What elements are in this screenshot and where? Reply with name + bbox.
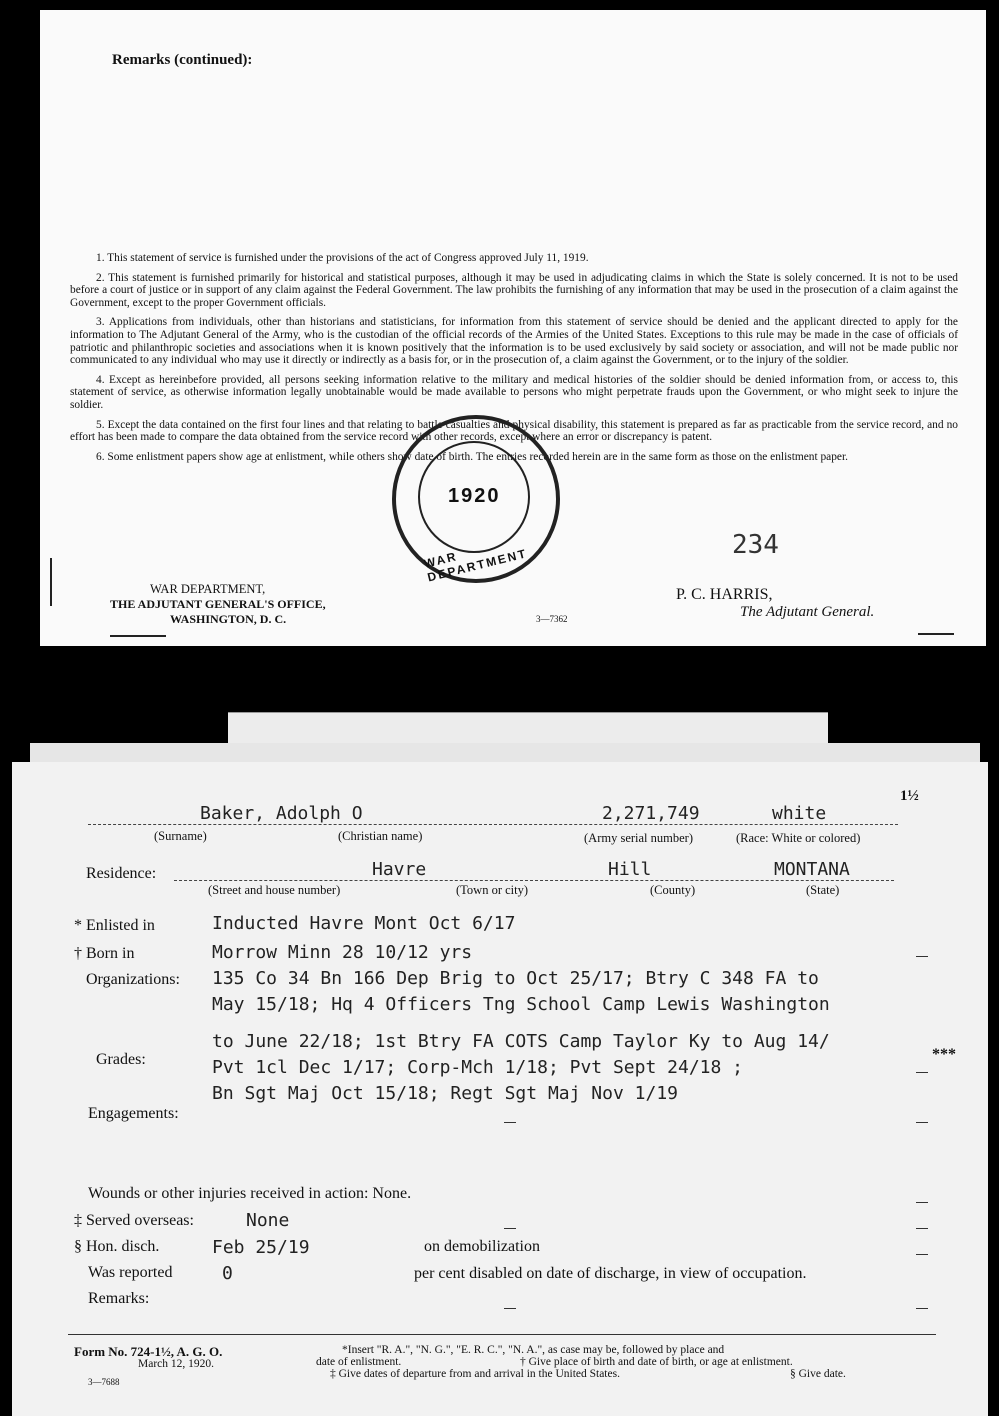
footnote-1b: date of enlistment. xyxy=(316,1356,402,1368)
overseas-dash-2 xyxy=(916,1228,928,1229)
reported-label: Was reported xyxy=(88,1264,173,1281)
office-line-1: WAR DEPARTMENT, xyxy=(150,582,266,596)
overseas-value: None xyxy=(246,1210,290,1231)
grades-label: Grades: xyxy=(96,1051,146,1068)
note-6: 6. Some enlistment papers show age at enlistment, while others show date of birth. The entries recorded herein are in the same form as those on the enlistment paper. xyxy=(96,450,848,463)
form-date: March 12, 1920. xyxy=(138,1358,215,1370)
residence-label: Residence: xyxy=(86,865,157,882)
stamp-date: 1920 xyxy=(448,485,501,507)
state-label: (State) xyxy=(806,883,840,897)
surname-value: Baker, Adolph O xyxy=(200,803,363,824)
race-value: white xyxy=(772,803,827,824)
town-value: Havre xyxy=(372,859,427,880)
note-5: 5. Except the data contained on the first four lines and that relating to battle casualties and physical disability, this statement is prepared as far as practicable from the service record, and no effort has been made to compare the data obtained from the service record with other records, except where an error or discrepancy is patent. xyxy=(70,418,958,444)
footnote-1a: *Insert "R. A.", "N. G.", "E. R. C.", "N. A.", as case may be, followed by place and xyxy=(342,1344,725,1356)
served-overseas-label: ‡ Served overseas: xyxy=(74,1212,194,1229)
footnote-3: ‡ Give dates of departure from and arrival in the United States. xyxy=(330,1368,620,1380)
enlisted-value: Inducted Havre Mont Oct 6/17 xyxy=(212,913,516,934)
remarks-label: Remarks: xyxy=(88,1290,150,1307)
note-1: 1. This statement of service is furnished under the provisions of the act of Congress approved July 11, 1919. xyxy=(96,252,589,264)
signer-title: The Adjutant General. xyxy=(740,604,875,620)
form-code-bottom: 3—7688 xyxy=(88,1377,120,1387)
footnote-2: † Give place of birth and date of birth, or age at enlistment. xyxy=(520,1356,793,1368)
name-row-line xyxy=(88,824,898,825)
county-label: (County) xyxy=(650,883,696,897)
remarks-dash-2 xyxy=(916,1308,928,1309)
note-3: 3. Applications from individuals, other than historians and statisticians, for information from this statement of service should be denied and the applicant directed to apply for the information to The Adjutant General of the Army, who is the custodian of the official records of the Armies of the United States. Exceptions to this rule may be made in the case of officials of patriotic and philanthropic societies and associations when it is known positively that the information is to be used exclusively by said society or association, and will not be made public nor communicated to any individual who may use it directly or indirectly as a basis for, or in the prosecution of, a claim against the Government, or to the injury of the soldier. xyxy=(70,316,958,367)
enlisted-label: * Enlisted in xyxy=(74,917,155,934)
office-line-3: WASHINGTON, D. C. xyxy=(170,612,287,626)
note-2: 2. This statement is furnished primarily for historical and statistical purposes, although it may be used in adjudicating claims in which the State is solely concerned. It is not to be used before a court of justice or in support of any claim against the Federal Government. The law prohibits the furnishing of any information that may be used in the prosecution of a claim against the Government, except to the proper Government officials. xyxy=(70,271,958,309)
grade-dash xyxy=(916,1072,928,1073)
organizations-label: Organizations: xyxy=(86,971,180,988)
org-line-3: to June 22/18; 1st Btry FA COTS Camp Taylor Ky to Aug 14/ xyxy=(212,1031,830,1052)
residence-row-line xyxy=(174,880,894,881)
margin-mark xyxy=(50,558,52,606)
engagements-dash-1 xyxy=(504,1122,516,1123)
race-label: (Race: White or colored) xyxy=(736,831,861,845)
surname-label: (Surname) xyxy=(154,829,207,843)
street-label: (Street and house number) xyxy=(208,883,341,897)
wounds-label: Wounds or other injuries received in action: None. xyxy=(88,1185,412,1202)
grade-mark: *** xyxy=(932,1046,956,1063)
overseas-dash-1 xyxy=(504,1228,516,1229)
footnote-4: § Give date. xyxy=(790,1368,846,1380)
form-code-top: 3—7362 xyxy=(536,614,568,624)
discharge-label: § Hon. disch. xyxy=(74,1238,160,1255)
born-dash xyxy=(916,956,928,957)
town-label: (Town or city) xyxy=(456,883,529,897)
signer-name: P. C. HARRIS, xyxy=(676,586,773,603)
state-value: MONTANA xyxy=(774,859,850,880)
disability-text: per cent disabled on date of discharge, in view of occupation. xyxy=(414,1265,807,1282)
war-department-stamp xyxy=(392,415,560,583)
remarks-heading: Remarks (continued): xyxy=(112,52,253,68)
footer-rule xyxy=(68,1334,936,1335)
remarks-dash-1 xyxy=(504,1308,516,1309)
corner-rule-left xyxy=(110,635,166,637)
engagements-label: Engagements: xyxy=(88,1105,179,1122)
discharge-dash xyxy=(916,1254,928,1255)
corner-mark: 1½ xyxy=(900,788,919,804)
grade-line-2: Bn Sgt Maj Oct 15/18; Regt Sgt Maj Nov 1/19 xyxy=(212,1083,678,1104)
discharge-value: Feb 25/19 xyxy=(212,1237,310,1258)
serial-label: (Army serial number) xyxy=(584,831,693,845)
grade-line-1: Pvt 1cl Dec 1/17; Corp-Mch 1/18; Pvt Sept 24/18 ; xyxy=(212,1057,744,1078)
discharge-reason: on demobilization xyxy=(424,1238,540,1255)
note-4: 4. Except as hereinbefore provided, all persons seeking information relative to the military and medical histories of the soldier should be denied information from, or access to, this statement of service, as otherwise information legally unobtainable would be made available to persons who might perpetrate frauds upon the Government, or who might seek to injure the soldier. xyxy=(70,373,958,411)
service-record-card xyxy=(12,762,988,1416)
wounds-dash xyxy=(916,1202,928,1203)
org-line-1: 135 Co 34 Bn 166 Dep Brig to Oct 25/17; Btry C 348 FA to xyxy=(212,968,819,989)
born-value: Morrow Minn 28 10/12 yrs xyxy=(212,942,473,963)
reported-value: 0 xyxy=(222,1263,233,1284)
born-label: † Born in xyxy=(74,945,135,962)
county-value: Hill xyxy=(608,859,652,880)
org-line-2: May 15/18; Hq 4 Officers Tng School Camp Lewis Washington xyxy=(212,994,830,1015)
page-number: 234 xyxy=(732,530,779,560)
stamp-text: WAR DEPARTMENT xyxy=(422,546,529,585)
christian-name-label: (Christian name) xyxy=(338,829,423,843)
serial-value: 2,271,749 xyxy=(602,803,700,824)
office-line-2: THE ADJUTANT GENERAL'S OFFICE, xyxy=(110,597,326,611)
form-number: Form No. 724-1½, A. G. O. xyxy=(74,1344,223,1359)
engagements-dash-2 xyxy=(916,1122,928,1123)
corner-rule-right xyxy=(918,633,954,635)
